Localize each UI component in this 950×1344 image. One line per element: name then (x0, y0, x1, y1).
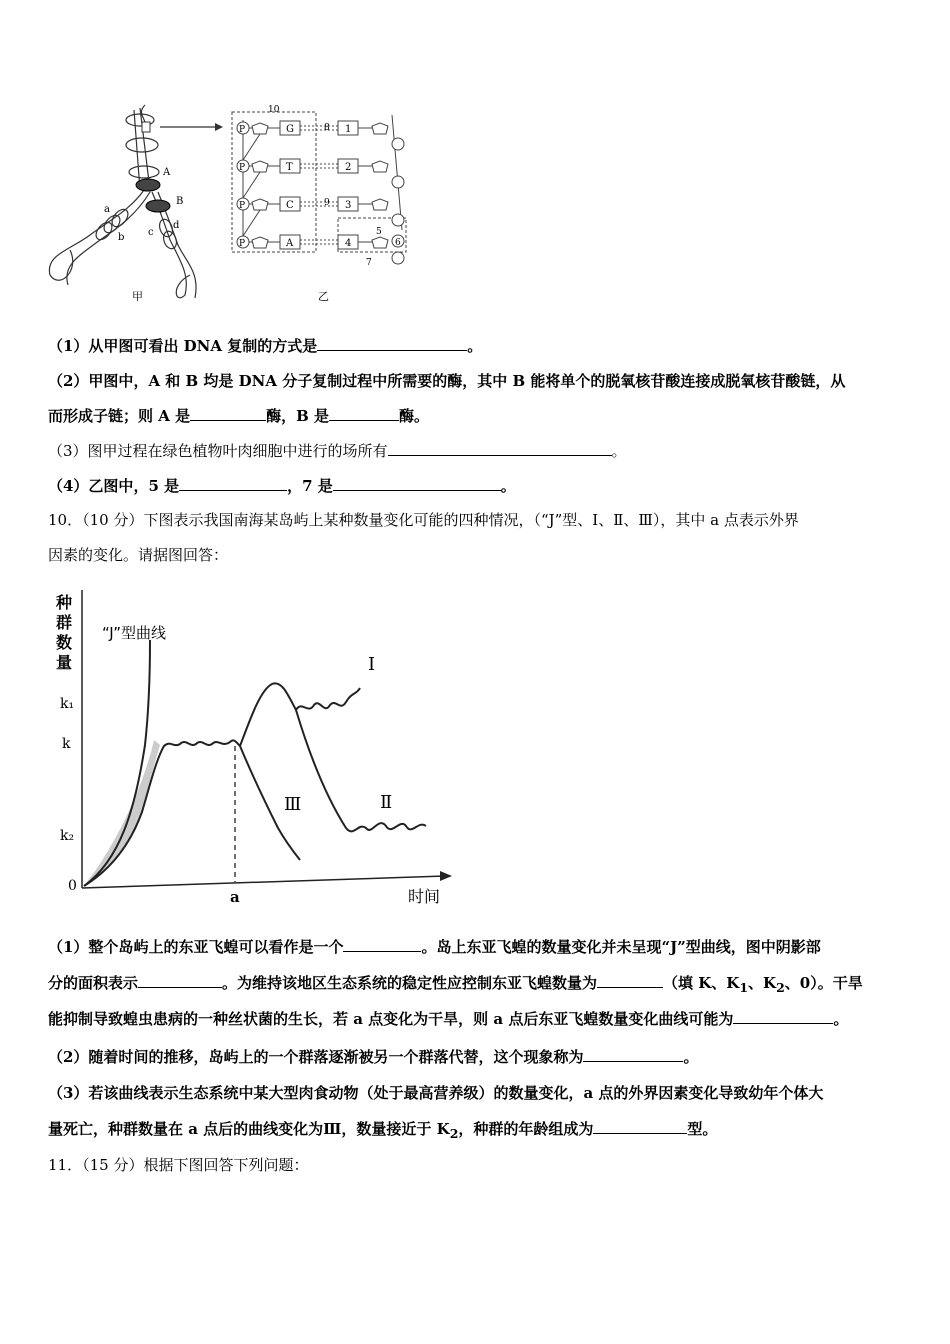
base-right-label: 3 (345, 200, 352, 211)
figure-dna-replication (40, 100, 420, 310)
label-c: c (148, 227, 154, 238)
subscript: 2 (776, 980, 785, 995)
q11-header (48, 1148, 908, 1182)
text: 。为维持该地区生态系统的稳定性应控制东亚飞蝗数量为 (222, 974, 598, 992)
sugar-pentagon (372, 199, 388, 210)
text: 。 (611, 442, 627, 460)
subscript: 1 (739, 980, 749, 995)
phosphate-circle (392, 214, 404, 226)
q10-header-line2 (48, 538, 908, 572)
sugar-pentagon (252, 237, 268, 248)
tick-origin: 0 (68, 878, 77, 894)
text: 量死亡，种群数量在 a 点后的曲线变化为Ⅲ，数量接近于 K (48, 1120, 450, 1138)
answer-blank[interactable] (190, 404, 266, 421)
label-10: 10 (268, 105, 280, 115)
q10-item1-line3 (48, 1002, 908, 1036)
x-axis-label: 时间 (408, 887, 441, 906)
text: （2）随着时间的推移，岛屿上的一个群落逐渐被另一个群落代替，这个现象称为 (48, 1048, 584, 1066)
text: 、0）。干旱 (784, 974, 863, 992)
base-left-label: C (286, 200, 294, 211)
curve-label-I: Ⅰ (368, 654, 376, 675)
label-b: b (118, 232, 125, 243)
q10-item3-line1 (48, 1076, 908, 1110)
text: ，7 是 (287, 477, 333, 495)
answer-blank[interactable] (333, 474, 501, 491)
phosphate-circle (392, 138, 404, 150)
q9-item3 (48, 434, 908, 468)
text: （1）整个岛屿上的东亚飞蝗可以看作是一个 (48, 938, 344, 956)
subscript: 2 (449, 1126, 459, 1141)
text: （3）图甲过程在绿色植物叶肉细胞中进行的场所有 (48, 442, 388, 460)
label-yi: 乙 (318, 290, 329, 303)
text: 。 (500, 477, 516, 495)
q10-item1-line2 (48, 966, 908, 1005)
text: 、K (748, 974, 777, 992)
curve-label-III: Ⅲ (284, 794, 302, 815)
text: 。岛上东亚飞蝗的数量变化并未呈现“J”型曲线，图中阴影部 (421, 938, 821, 956)
base-left-label: A (286, 238, 294, 249)
label-B: B (176, 196, 184, 207)
q9-item2-text: （2）甲图中，A 和 B 均是 DNA 分子复制过程中所需要的酶，其中 B 能将单个的脱氧核苷酸连接成脱氧核苷酸链，从 (48, 372, 846, 390)
q10-item1-line1 (48, 930, 908, 964)
q10-item2 (48, 1040, 908, 1074)
label-9: 9 (324, 198, 330, 208)
tick-a: a (230, 888, 240, 906)
shaded-area (84, 740, 160, 886)
phosphate-circle (392, 176, 404, 188)
punct: 。 (467, 337, 483, 355)
base-right-label: 1 (345, 124, 352, 135)
answer-blank[interactable] (343, 935, 421, 952)
answer-blank[interactable] (583, 1045, 683, 1062)
answer-blank[interactable] (733, 1007, 833, 1024)
q9-item2-line2 (48, 399, 908, 433)
sugar-pentagon (252, 123, 268, 134)
text: 10．（10 分）下图表示我国南海某岛屿上某种数量变化可能的四种情况，（“J”型、Ⅰ、Ⅱ、Ⅲ），其中 a 点表示外界 (48, 511, 799, 529)
tick-k1: k₁ (60, 696, 75, 712)
figure-population-curves (50, 580, 470, 915)
text: （填 K、K (663, 974, 740, 992)
answer-blank[interactable] (388, 439, 612, 456)
j-curve-label: “J”型曲线 (102, 624, 167, 642)
answer-blank[interactable] (138, 971, 222, 988)
text: 因素的变化。请据图回答： (48, 546, 229, 564)
answer-blank[interactable] (593, 1117, 687, 1134)
text: 酶。 (399, 407, 430, 425)
text: 11．（15 分）根据下图回答下列问题： (48, 1156, 309, 1174)
text: ，种群的年龄组成为 (458, 1120, 594, 1138)
x-axis (82, 876, 445, 888)
q10-item3-line2 (48, 1112, 908, 1151)
phosphate-label: P (239, 201, 246, 211)
sugar-pentagon (372, 161, 388, 172)
text: （4）乙图中，5 是 (48, 477, 180, 495)
curve-II (296, 710, 426, 831)
text: 型。 (687, 1120, 718, 1138)
q9-item1 (48, 329, 908, 363)
curve-I (240, 683, 360, 746)
sugar-pentagon (372, 123, 388, 134)
base-right-label: 4 (345, 238, 352, 249)
curve-label-II: Ⅱ (380, 792, 393, 813)
answer-blank[interactable] (317, 334, 467, 351)
label-7: 7 (366, 258, 372, 268)
phosphate-circle (392, 252, 404, 264)
text: 分的面积表示 (48, 974, 139, 992)
y-axis-label: 种群数量 (56, 593, 73, 672)
phosphate-label: P (239, 239, 246, 249)
answer-blank[interactable] (179, 474, 287, 491)
label-jia: 甲 (132, 290, 143, 303)
label-8: 8 (324, 123, 330, 133)
sugar-pentagon (372, 237, 388, 248)
q10-header-line1 (48, 503, 908, 537)
sugar-pentagon (252, 199, 268, 210)
q9-item2-line1 (48, 364, 908, 398)
text: 。 (833, 1010, 849, 1028)
answer-blank[interactable] (597, 971, 663, 988)
phosphate-label: P (239, 163, 246, 173)
base-left-label: T (286, 162, 293, 173)
label-6: 6 (395, 238, 401, 248)
label-a: a (104, 204, 110, 215)
text: 能抑制导致蝗虫患病的一种丝状菌的生长，若 a 点变化为干旱，则 a 点后东亚飞蝗数量变化曲线可能为 (48, 1010, 734, 1028)
base-right-label: 2 (345, 162, 352, 173)
phosphate-label: P (239, 125, 246, 135)
text: 酶，B 是 (266, 407, 329, 425)
tick-k: k (62, 736, 71, 752)
answer-blank[interactable] (329, 404, 399, 421)
tick-k2: k₂ (60, 828, 75, 844)
sugar-pentagon (252, 161, 268, 172)
text: （3）若该曲线表示生态系统中某大型肉食动物（处于最高营养级）的数量变化，a 点的外界因素变化导致幼年个体大 (48, 1084, 824, 1102)
text: 。 (683, 1048, 699, 1066)
text: 而形成子链；则 A 是 (48, 407, 191, 425)
label-A: A (163, 167, 171, 178)
base-left-label: G (286, 124, 294, 135)
q9-item4 (48, 469, 908, 503)
label-5: 5 (376, 227, 382, 237)
q9-item1-text: （1）从甲图可看出 DNA 复制的方式是 (48, 337, 318, 355)
label-d: d (173, 220, 180, 231)
